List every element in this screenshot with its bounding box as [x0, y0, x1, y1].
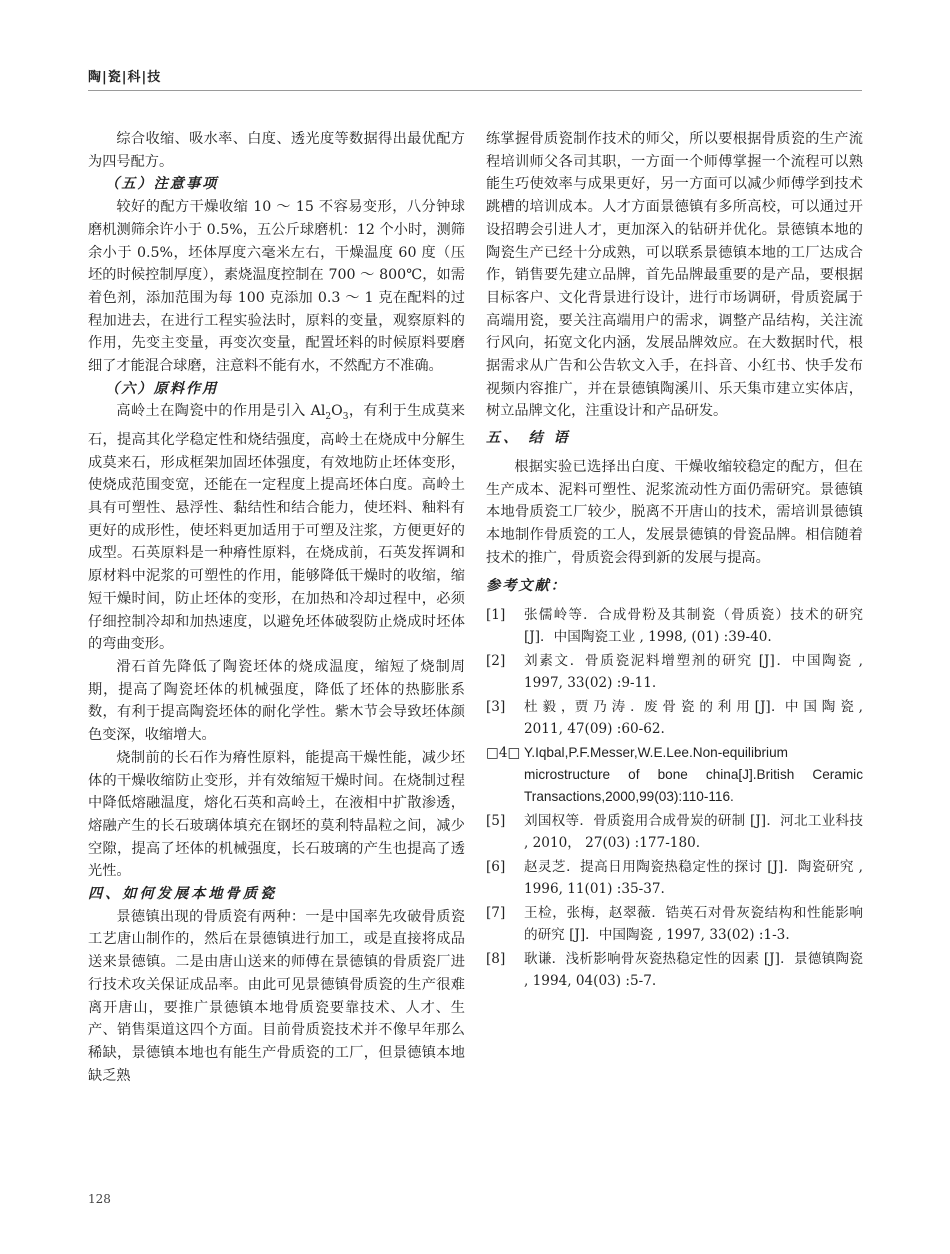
reference-number: [7]: [486, 905, 506, 922]
paragraph-kaolin: [88, 400, 465, 656]
reference-number: □4□: [486, 745, 521, 762]
references-title: 参考文献：: [486, 578, 567, 595]
paragraph: 根据实验已选择出白度、干燥收缩较稳定的配方，但在生产成本、泥料可塑性、泥浆流动性方面仍需研究。景德镇本地骨质瓷工厂较少，脱离不开唐山的技术，需培训景德镇本地制作骨质瓷的工人，发展景德镇的骨瓷品牌。相信随着技术的推广，骨质瓷会得到新的发展与提高。: [486, 458, 863, 566]
text: 高岭土在陶瓷中的作用是引入 Al: [116, 403, 326, 420]
reference-item: [486, 650, 863, 694]
header-rule: [88, 90, 862, 91]
reference-text: 刘素文．骨质瓷泥料增塑剂的研究 [J]．中国陶瓷 , 1997, 33(02) :9-11.: [524, 653, 863, 692]
paragraph: 滑石首先降低了陶瓷坯体的烧成温度，缩短了烧制周期，提高了陶瓷坯体的机械强度，降低了坯体的热膨胀系数，有利于提高陶瓷坯体的耐化学性。紫木节会导致坯体颜色变深，收缩增大。: [88, 659, 465, 744]
reference-text: 耿谦．浅析影响骨灰瓷热稳定性的因素 [J]．景德镇陶瓷 , 1994, 04(03) :5-7.: [524, 951, 863, 990]
paragraph: 综合收缩、吸水率、白度、透光度等数据得出最优配方为四号配方。: [88, 131, 465, 170]
paragraph: 烧制前的长石作为瘠性原料，能提高干燥性能，减少坯体的干燥收缩防止变形，并有效缩短干燥时间。在烧制过程中降低熔融温度，熔化石英和高岭土，在液相中扩散渗透，熔融产生的长石玻璃体填充在钢坯的莫利特晶粒之间，减少空隙，提高了坯体的机械强度，长石玻璃的产生也提高了透光性。: [88, 749, 465, 880]
left-column: [88, 128, 465, 1087]
text: O: [331, 403, 343, 420]
right-column: [486, 128, 863, 994]
subscript: 2: [325, 412, 332, 423]
subscript: 3: [342, 412, 349, 423]
reference-number: [8]: [486, 951, 506, 968]
reference-item: [486, 742, 863, 808]
reference-number: [2]: [486, 653, 506, 670]
reference-text: 张儒岭等．合成骨粉及其制瓷（骨质瓷）技术的研究 [J]．中国陶瓷工业 , 1998, (01) :39-40.: [524, 607, 863, 646]
reference-item: [486, 856, 863, 900]
section-heading-4: 四、如何发展本地骨质瓷: [88, 886, 278, 903]
reference-item: [486, 902, 863, 946]
paragraph: 景德镇出现的骨质瓷有两种：一是中国率先攻破骨质瓷工艺唐山制作的，然后在景德镇进行加工，或是直接将成品送来景德镇。二是由唐山送来的师傅在景德镇的骨质瓷厂进行技术攻关保证成品率。由此可见景德镇骨质瓷的生产很难离开唐山，要推广景德镇本地骨质瓷要靠技术、人才、生产、销售渠道这四个方面。目前骨质瓷技术并不像早年那么稀缺，景德镇本地也有能生产骨质瓷的工厂，但景德镇本地缺乏熟: [88, 908, 465, 1084]
reference-item: [486, 696, 863, 740]
reference-text: Y.Iqbal,P.F.Messer,W.E.Lee.Non-equilibrium microstructure of bone china[J].British Ceramic Transactions,2000,99(03):110-116.: [524, 745, 863, 805]
section-heading-conclusion: 五、 结 语: [486, 430, 571, 447]
journal-header: 陶|瓷|科|技: [88, 70, 162, 85]
reference-number: [1]: [486, 607, 506, 624]
reference-text: 刘国权等．骨质瓷用合成骨炭的研制 [J]．河北工业科技 , 2010， 27(03) :177-180.: [524, 813, 863, 852]
reference-number: [5]: [486, 813, 506, 830]
reference-number: [3]: [486, 699, 506, 716]
reference-item: [486, 948, 863, 992]
page-number: 128: [88, 1192, 111, 1206]
reference-item: [486, 810, 863, 854]
reference-text: 赵灵芝．提高日用陶瓷热稳定性的探讨 [J]．陶瓷研究 , 1996, 11(01) :35-37.: [524, 859, 863, 898]
reference-number: [6]: [486, 859, 506, 876]
reference-list: [486, 604, 863, 992]
paragraph: 较好的配方干燥收缩 10 ～ 15 不容易变形，八分钟球磨机测筛余许小于 0.5%，五公斤球磨机：12 个小时，测筛余小于 0.5%，坯体厚度六毫米左右，干燥温度 60 度（压坯的时候控制厚度），素烧温度控制在 700 ～ 800℃，如需着色剂，添加范围为每 100 克添加 0.3 ～ 1 克在配料的过程加进去，在进行工程实验法时，原料的变量，观察原料的作用，先变主变量，再变次变量，配置坯料的时候原料要磨细了才能混合球磨，注意料不能有水，不然配方不准确。: [88, 199, 465, 375]
section-heading-6: （六）原料作用: [105, 380, 219, 397]
reference-text: 杜 毅 ，贾 乃 涛 ．废 骨 瓷 的 利 用 [J]．中 国 陶 瓷 , 2011, 47(09) :60-62.: [524, 699, 863, 738]
paragraph: 练掌握骨质瓷制作技术的师父，所以要根据骨质瓷的生产流程培训师父各司其职，一方面一个师傅掌握一个流程可以熟能生巧使效率与成果更好，另一方面可以减少师傅学到技术跳槽的培训成本。人才方面景德镇有多所高校，可以通过开设招聘会引进人才，更加深入的钻研并优化。景德镇本地的陶瓷生产已经十分成熟，可以联系景德镇本地的工厂达成合作，销售要先建立品牌，首先品牌最重要的是产品，要根据目标客户、文化背景进行设计，进行市场调研，骨质瓷属于高端用瓷，要关注高端用户的需求，调整产品结构，关注流行风向，拓宽文化内涵，发展品牌效应。在大数据时代，根据需求从广告和公告软文入手，在抖音、小红书、快手发布视频内容推广，并在景德镇陶溪川、乐天集市建立实体店，树立品牌文化，注重设计和产品研发。: [486, 131, 863, 420]
reference-item: [486, 604, 863, 648]
section-heading-5: （五）注意事项: [105, 176, 219, 193]
text: ，有利于生成莫来石，提高其化学稳定性和烧结强度，高岭土在烧成中分解生成莫来石，形成框架加固坯体强度，有效地防止坯体变形，使烧成范围变宽，还能在一定程度上提高坯体白度。高岭土具有可塑性、悬浮性、黏结性和结合能力，使坯料、釉料有更好的成形性，使坯料更加适用于可塑及注浆，方便更好的成型。石英原料是一种瘠性原料，在烧成前，石英发挥调和原材料中泥浆的可塑性的作用，能够降低干燥时的收缩，缩短干燥时间，防止坯体的变形，在加热和冷却过程中，必须仔细控制冷却和加热速度，以避免坯体破裂防止烧成时坯体的弯曲变形。: [88, 403, 465, 653]
reference-text: 王检，张梅，赵翠薇．锆英石对骨灰瓷结构和性能影响的研究 [J]．中国陶瓷 , 1997, 33(02) :1-3.: [524, 905, 863, 944]
